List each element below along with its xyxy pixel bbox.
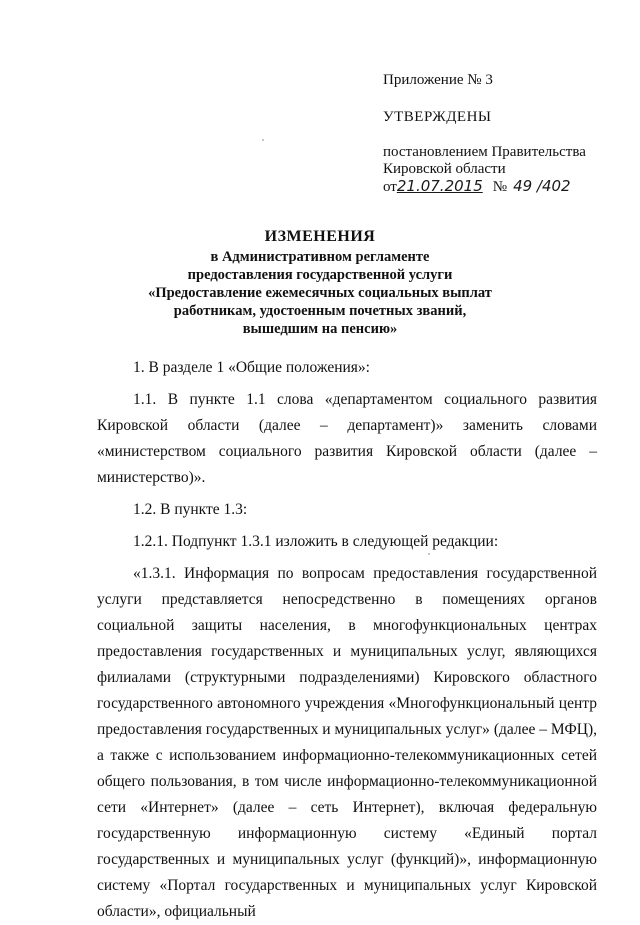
appendix-label: Приложение № 3: [383, 72, 493, 88]
paragraph-1: 1. В разделе 1 «Общие положения»:: [133, 359, 370, 376]
paragraph-1-2: 1.2. В пункте 1.3:: [133, 501, 248, 518]
title-line-3: «Предоставление ежемесячных социальных выплат: [148, 285, 492, 301]
paragraph-1-2-1: 1.2.1. Подпункт 1.3.1 изложить в следующей редакции:: [133, 533, 499, 550]
title-line-5: вышедшим на пенсию»: [242, 321, 398, 337]
approval-block: [383, 72, 623, 196]
handwritten-number: 49 /402: [513, 177, 571, 195]
scan-speck: [428, 553, 430, 555]
paragraph-1-1: 1.1. В пункте 1.1 слова «департаментом социального развития Кировской области (далее – департамент)» заменить словами «министерством социального развития Кировской области (далее – министерство)».: [97, 391, 597, 486]
title-line-4: работникам, удостоенным почетных званий,: [173, 303, 467, 319]
decree-line-2: Кировской области: [383, 161, 506, 177]
approved-label: УТВЕРЖДЕНЫ: [383, 109, 492, 125]
paragraph-1-3-1: «1.3.1. Информация по вопросам предоставления государственной услуги представляется непосредственно в помещениях органов социальной защиты населения, в многофункциональных центрах предоставления государственных и муниципальных услуг, являющихся филиалами (структурными подразделениями) Кировского областного государственного автономного учреждения «Многофункциональный центр предоставления государственных и муниципальных услуг» (далее – МФЦ), а также с использованием информационно-телекоммуникационных сетей общего пользования, в том числе информационно-телекоммуникационной сети «Интернет» (далее – сеть Интернет), включая федеральную государственную информационную систему «Единый портал государственных и муниципальных услуг (функций)», информационную систему «Портал государственных и муниципальных услуг Кировской области», официальный: [97, 565, 597, 920]
number-sign: №: [492, 179, 508, 195]
document-body: [97, 355, 597, 925]
decree-line-1: постановлением Правительства: [383, 144, 586, 160]
handwritten-date: 21.07.2015: [396, 177, 483, 195]
title-line-1: в Административном регламенте: [210, 249, 430, 265]
decree-date-line: [383, 178, 623, 196]
document-title: [120, 227, 520, 338]
scan-speck: [262, 139, 264, 141]
title-main: ИЗМЕНЕНИЯ: [264, 228, 376, 245]
date-prefix: от: [383, 179, 397, 195]
title-line-2: предоставления государственной услуги: [187, 267, 453, 283]
